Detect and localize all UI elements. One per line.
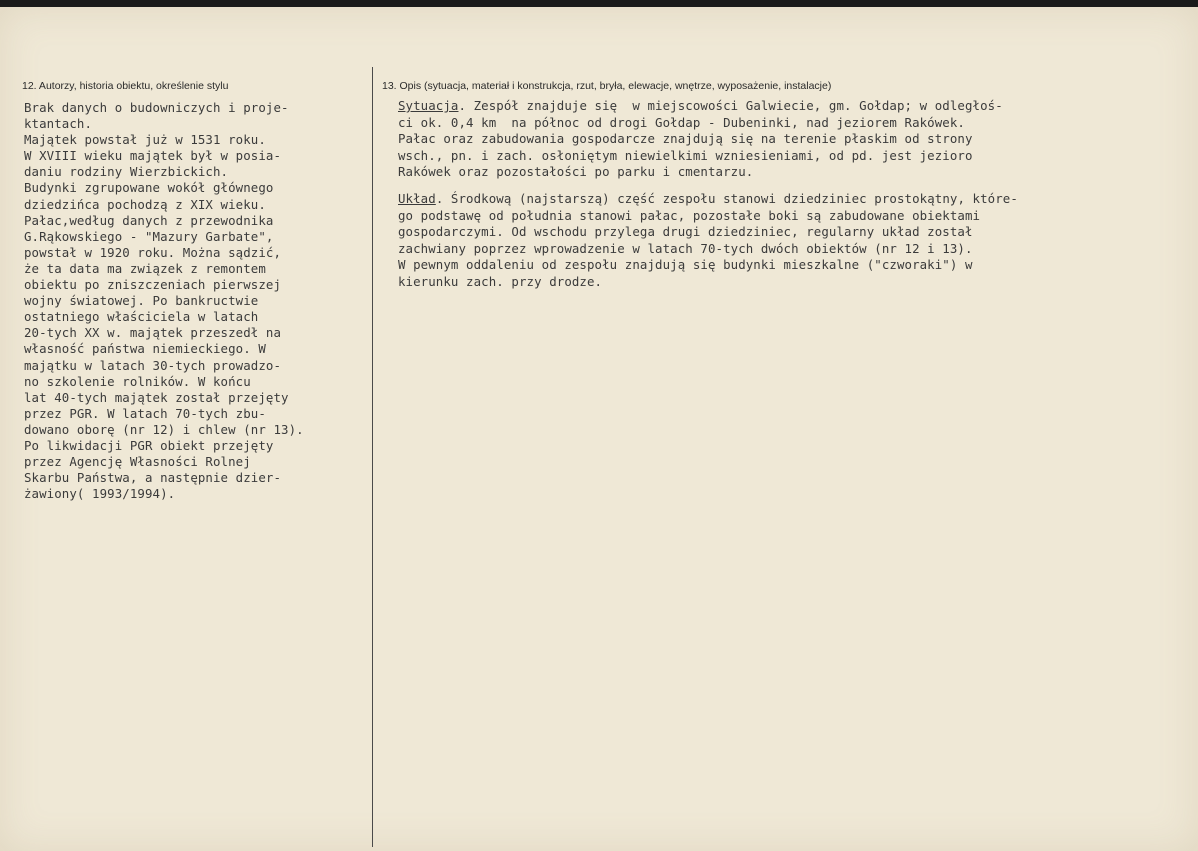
section-12-heading: 12. Autorzy, historia obiektu, określenie stylu <box>22 80 229 92</box>
description-line: wsch., pn. i zach. osłoniętym niewielkimi wzniesieniami, od pd. jest jezioro <box>398 147 973 163</box>
description-line: . Środkową (najstarszą) część zespołu stanowi dziedziniec prostokątny, które- <box>435 190 1018 206</box>
history-line: Brak danych o budowniczych i proje- <box>24 100 289 115</box>
history-line: dowano oborę (nr 12) i chlew (nr 13). <box>24 421 304 437</box>
history-line: obiektu po zniszczeniach pierwszej <box>24 277 282 293</box>
history-line: Pałac,według danych z przewodnika <box>24 212 274 228</box>
section-12-text <box>24 100 304 502</box>
history-line: przez Agencję Własności Rolnej <box>24 454 251 470</box>
history-line: przez PGR. W latach 70-tych zbu- <box>24 405 266 421</box>
description-line: gospodarczymi. Od wschodu przylega drugi dziedziniec, regularny układ został <box>398 224 973 240</box>
section-13-text <box>398 98 1018 291</box>
history-line: dziedzińca pochodzą z XIX wieku. <box>24 196 266 212</box>
history-line: ktantach. <box>24 116 93 132</box>
history-line: G.Rąkowskiego - "Mazury Garbate", <box>24 228 274 244</box>
history-line: Budynki zgrupowane wokół głównego <box>24 180 274 196</box>
section-13-heading: 13. Opis (sytuacja, materiał i konstrukcja, rzut, bryła, elewacje, wnętrze, wyposażenie, instalacje) <box>382 80 832 92</box>
situation-paragraph <box>398 98 1018 181</box>
description-line: ci ok. 0,4 km na północ od drogi Gołdap - Dubeninki, nad jeziorem Rakówek. <box>398 114 965 130</box>
description-line: Rakówek oraz pozostałości po parku i cmentarzu. <box>398 164 754 180</box>
history-line: własność państwa niemieckiego. W <box>24 341 266 357</box>
inventory-card <box>0 7 1198 851</box>
history-line: powstał w 1920 roku. Można sądzić, <box>24 244 282 260</box>
description-line: zachwiany poprzez wprowadzenie w latach 70-tych dwóch obiektów (nr 12 i 13). <box>398 240 973 256</box>
history-line: lat 40-tych majątek został przejęty <box>24 389 289 405</box>
history-line: majątku w latach 30-tych prowadzo- <box>24 357 282 373</box>
description-line: kierunku zach. przy drodze. <box>398 273 603 289</box>
description-line: . Zespół znajduje się w miejscowości Galwiecie, gm. Gołdap; w odległoś- <box>458 98 1003 113</box>
history-line: no szkolenie rolników. W końcu <box>24 373 251 389</box>
history-line: Po likwidacji PGR obiekt przejęty <box>24 437 274 453</box>
history-line: Skarbu Państwa, a następnie dzier- <box>24 470 282 486</box>
history-line: Majątek powstał już w 1531 roku. <box>24 132 266 148</box>
paragraph-gap <box>398 181 1018 191</box>
description-line: Pałac oraz zabudowania gospodarcze znajdują się na terenie płaskim od strony <box>398 131 973 147</box>
column-divider <box>372 67 373 847</box>
history-line: wojny światowej. Po bankructwie <box>24 293 259 309</box>
history-line: ostatniego właściciela w latach <box>24 309 259 325</box>
description-line: go podstawę od południa stanowi pałac, pozostałe boki są zabudowane obiektami <box>398 207 981 223</box>
history-line: daniu rodziny Wierzbickich. <box>24 164 229 180</box>
history-line: żawiony( 1993/1994). <box>24 486 176 502</box>
history-line: że ta data ma związek z remontem <box>24 260 266 276</box>
layout-paragraph <box>398 191 1018 291</box>
situation-label: Sytuacja <box>398 98 459 113</box>
description-line: W pewnym oddaleniu od zespołu znajdują się budynki mieszkalne ("czworaki") w <box>398 257 973 273</box>
history-line: W XVIII wieku majątek był w posia- <box>24 148 282 164</box>
layout-label: Układ <box>398 190 436 206</box>
history-line: 20-tych XX w. majątek przeszedł na <box>24 325 282 341</box>
